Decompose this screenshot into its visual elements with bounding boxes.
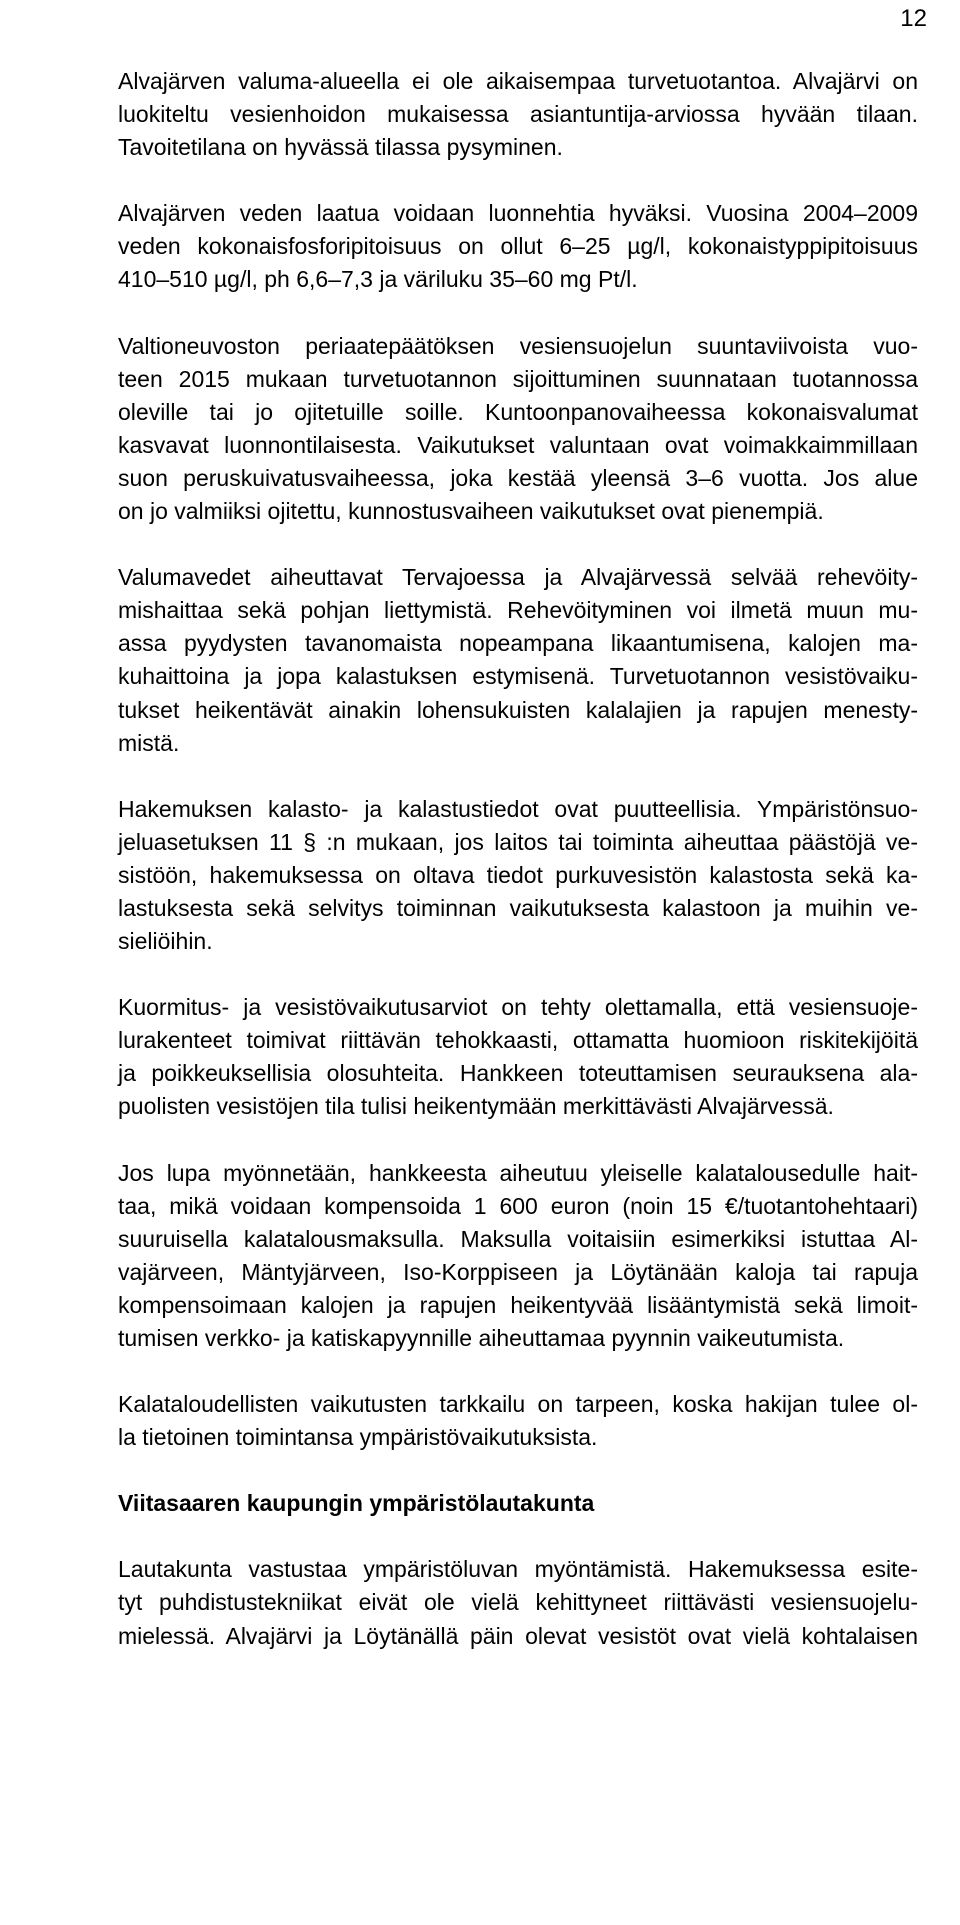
- paragraph-government-decision: [118, 330, 918, 529]
- text-line: mishaittaa sekä pohjan liettymistä. Rehevöityminen voi ilmetä muun mu-: [118, 597, 918, 624]
- text-line: Valumavedet aiheuttavat Tervajoessa ja Alvajärvessä selvää rehevöity-: [118, 564, 918, 591]
- text-line: jeluasetuksen 11 § :n mukaan, jos laitos tai toiminta aiheuttaa päästöjä ve-: [118, 828, 918, 855]
- text-line: luokiteltu vesienhoidon mukaisessa asiantuntija-arviossa hyvään tilaan.: [118, 101, 918, 128]
- text-line: mielessä. Alvajärvi ja Löytänällä päin olevat vesistöt ovat vielä kohtalaisen: [118, 1622, 918, 1649]
- paragraph-alvajarvi-status: [118, 65, 918, 164]
- text-line: taa, mikä voidaan kompensoida 1 600 euron (noin 15 €/tuotantohehtaari): [118, 1192, 918, 1219]
- text-line: veden kokonaisfosforipitoisuus on ollut 6–25 µg/l, kokonaistyppipitoisuus: [118, 233, 918, 260]
- paragraph-water-quality: [118, 197, 918, 296]
- text-line: lastuksesta sekä selvitys toiminnan vaikutuksesta kalastoon ja muihin ve-: [118, 894, 918, 921]
- text-line: sistöön, hakemuksessa on oltava tiedot purkuvesistön kalastosta sekä ka-: [118, 861, 918, 888]
- text-line: Tavoitetilana on hyvässä tilassa pysyminen.: [118, 134, 563, 161]
- text-line: kasvavat luonnontilaisesta. Vaikutukset valuntaan ovat voimakkaimmillaan: [118, 431, 918, 458]
- paragraph-board-statement: [118, 1553, 918, 1652]
- paragraph-fish-data: [118, 793, 918, 958]
- text-line: Kuormitus- ja vesistövaikutusarviot on tehty olettamalla, että vesiensuoje-: [118, 994, 918, 1021]
- text-line: tyt puhdistustekniikat eivät ole vielä kehittyneet riittävästi vesiensuojelu-: [118, 1589, 918, 1616]
- text-line: 410–510 µg/l, ph 6,6–7,3 ja väriluku 35–60 mg Pt/l.: [118, 266, 638, 293]
- text-line: kompensoimaan kalojen ja rapujen heikentyvää lisääntymistä sekä limoit-: [118, 1291, 918, 1318]
- text-line: suuruisella kalatalousmaksulla. Maksulla voitaisiin esimerkiksi istuttaa Al-: [118, 1225, 918, 1252]
- text-line: Lautakunta vastustaa ympäristöluvan myöntämistä. Hakemuksessa esite-: [118, 1556, 918, 1583]
- text-line: sieliöihin.: [118, 928, 213, 955]
- page-number: 12: [900, 5, 927, 32]
- text-line: mistä.: [118, 729, 180, 756]
- text-line: lurakenteet toimivat riittävän tehokkaasti, ottamatta huomioon riskitekijöitä: [118, 1027, 918, 1054]
- text-line: Kalataloudellisten vaikutusten tarkkailu on tarpeen, koska hakijan tulee ol-: [118, 1391, 918, 1418]
- text-line: tukset heikentävät ainakin lohensukuisten kalalajien ja rapujen menesty-: [118, 696, 918, 723]
- paragraph-eutrophication: [118, 561, 918, 760]
- text-line: Valtioneuvoston periaatepäätöksen vesiensuojelun suuntaviivoista vuo-: [118, 332, 918, 359]
- document-body: [118, 65, 918, 1686]
- text-line: on jo valmiiksi ojitettu, kunnostusvaiheen vaikutukset ovat pienempiä.: [118, 498, 824, 525]
- paragraph-compensation: [118, 1157, 918, 1356]
- text-line: suon peruskuivatusvaiheessa, joka kestää yleensä 3–6 vuotta. Jos alue: [118, 464, 918, 491]
- text-line: tumisen verkko- ja katiskapyynnille aiheuttamaa pyynnin vaikeutumista.: [118, 1325, 845, 1351]
- text-line: Hakemuksen kalasto- ja kalastustiedot ovat puutteellisia. Ympäristönsuo-: [118, 795, 918, 822]
- paragraph-monitoring: [118, 1388, 918, 1454]
- text-line: vajärveen, Mäntyjärveen, Iso-Korppiseen ja Löytänään kaloja tai rapuja: [118, 1258, 918, 1285]
- section-heading: Viitasaaren kaupungin ympäristölautakunta: [118, 1490, 595, 1517]
- text-line: Jos lupa myönnetään, hankkeesta aiheutuu yleiselle kalatalousedulle hait-: [118, 1159, 918, 1186]
- text-line: teen 2015 mukaan turvetuotannon sijoittuminen suunnataan tuotannossa: [118, 365, 918, 392]
- text-line: Alvajärven valuma-alueella ei ole aikaisempaa turvetuotantoa. Alvajärvi on: [118, 68, 918, 94]
- text-line: oleville tai jo ojitetuille soille. Kuntoonpanovaiheessa kokonaisvalumat: [118, 398, 918, 425]
- text-line: kuhaittoina ja jopa kalastuksen estymisenä. Turvetuotannon vesistövaiku-: [118, 663, 918, 690]
- text-line: ja poikkeuksellisia olosuhteita. Hankkeen toteuttamisen seurauksena ala-: [118, 1060, 918, 1087]
- text-line: Alvajärven veden laatua voidaan luonnehtia hyväksi. Vuosina 2004–2009: [118, 200, 918, 227]
- text-line: puolisten vesistöjen tila tulisi heikentymään merkittävästi Alvajärvessä.: [118, 1093, 834, 1120]
- text-line: assa pyydysten tavanomaista nopeampana likaantumisena, kalojen ma-: [118, 630, 918, 657]
- text-line: la tietoinen toimintansa ympäristövaikutuksista.: [118, 1424, 598, 1451]
- paragraph-impact-assessment: [118, 991, 918, 1123]
